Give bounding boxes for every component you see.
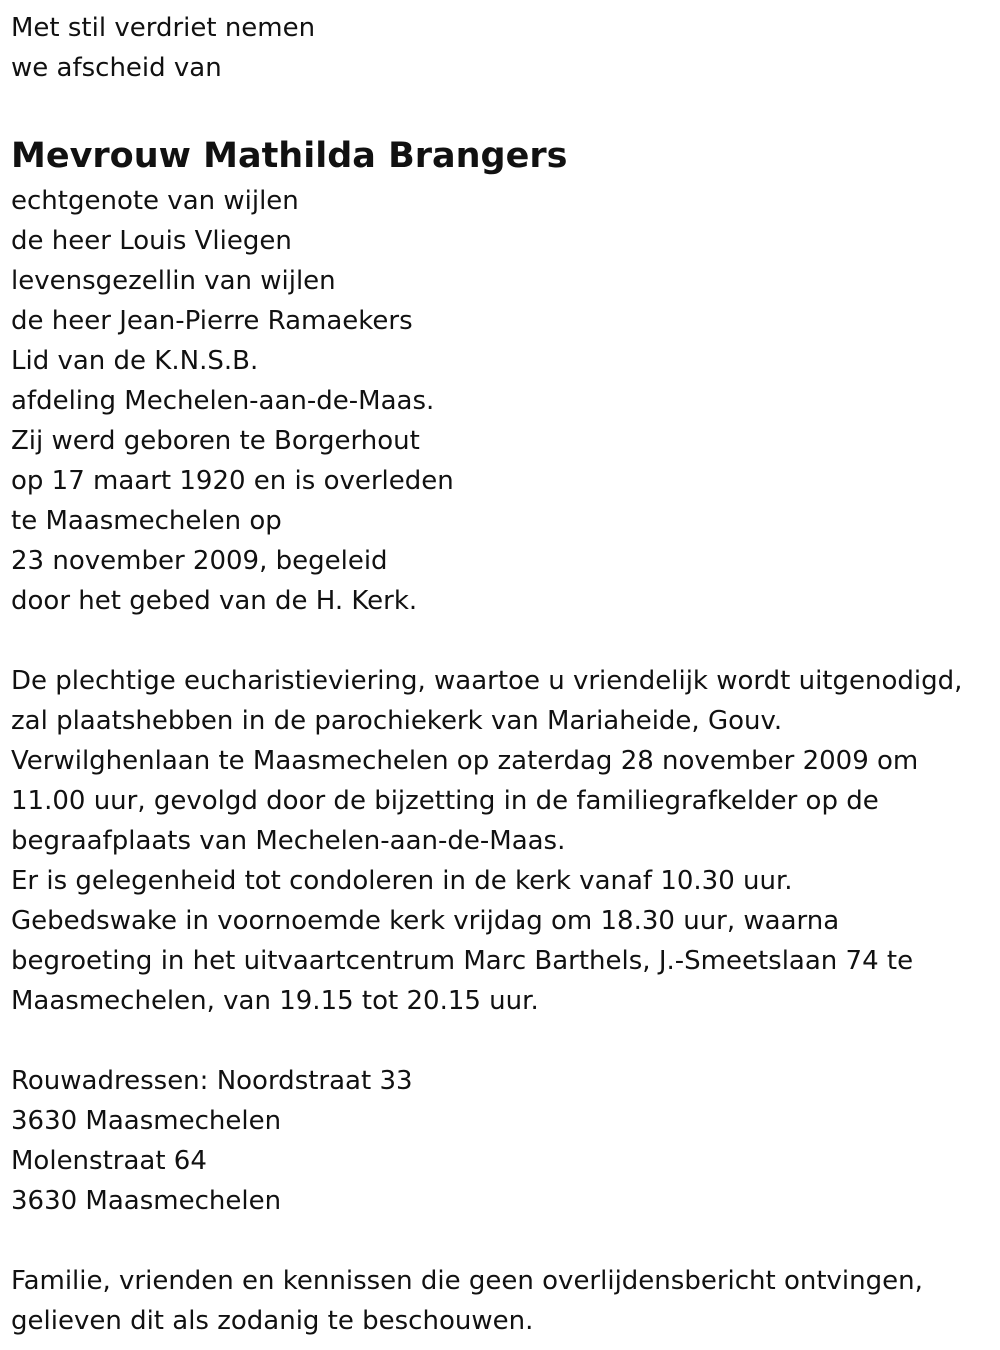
- ceremony-line: zal plaatshebben in de parochiekerk van Mariaheide, Gouv.: [11, 706, 783, 736]
- spacer: [11, 1221, 1000, 1261]
- detail-line: op 17 maart 1920 en is overleden: [11, 466, 454, 496]
- ceremony-line: begroeting in het uitvaartcentrum Marc Barthels, J.-Smeetslaan 74 te: [11, 946, 914, 976]
- intro-line: Met stil verdriet nemen: [11, 13, 316, 43]
- deceased-name: Mevrouw Mathilda Brangers: [11, 136, 568, 176]
- closing-line: gelieven dit als zodanig te beschouwen.: [11, 1306, 534, 1336]
- ceremony-line: Er is gelegenheid tot condoleren in de kerk vanaf 10.30 uur.: [11, 866, 793, 896]
- closing-line: Familie, vrienden en kennissen die geen overlijdensbericht ontvingen,: [11, 1266, 923, 1296]
- detail-line: Zij werd geboren te Borgerhout: [11, 426, 420, 456]
- ceremony-line: De plechtige eucharistieviering, waartoe u vriendelijk wordt uitgenodigd,: [11, 666, 963, 696]
- ceremony-line: begraafplaats van Mechelen-aan-de-Maas.: [11, 826, 566, 856]
- spacer: [11, 621, 1000, 661]
- address-line: Rouwadressen: Noordstraat 33: [11, 1066, 413, 1096]
- address-line: 3630 Maasmechelen: [11, 1106, 282, 1136]
- intro-line: we afscheid van: [11, 53, 222, 83]
- ceremony-line: Gebedswake in voornoemde kerk vrijdag om 18.30 uur, waarna: [11, 906, 840, 936]
- spacer: [11, 88, 1000, 128]
- detail-line: afdeling Mechelen-aan-de-Maas.: [11, 386, 435, 416]
- ceremony-block: [11, 661, 1000, 1021]
- intro-block: [11, 8, 1000, 88]
- spacer: [11, 1021, 1000, 1061]
- detail-line: 23 november 2009, begeleid: [11, 546, 388, 576]
- detail-line: de heer Jean-Pierre Ramaekers: [11, 306, 413, 336]
- detail-line: echtgenote van wijlen: [11, 186, 299, 216]
- ceremony-line: Maasmechelen, van 19.15 tot 20.15 uur.: [11, 986, 539, 1016]
- detail-line: te Maasmechelen op: [11, 506, 282, 536]
- details-block: [11, 181, 1000, 621]
- detail-line: de heer Louis Vliegen: [11, 226, 292, 256]
- closing-block: [11, 1261, 1000, 1341]
- detail-line: levensgezellin van wijlen: [11, 266, 336, 296]
- detail-line: door het gebed van de H. Kerk.: [11, 586, 418, 616]
- detail-line: Lid van de K.N.S.B.: [11, 346, 259, 376]
- ceremony-line: Verwilghenlaan te Maasmechelen op zaterdag 28 november 2009 om: [11, 746, 919, 776]
- address-line: 3630 Maasmechelen: [11, 1186, 282, 1216]
- address-line: Molenstraat 64: [11, 1146, 207, 1176]
- ceremony-line: 11.00 uur, gevolgd door de bijzetting in de familiegrafkelder op de: [11, 786, 879, 816]
- addresses-block: [11, 1061, 1000, 1221]
